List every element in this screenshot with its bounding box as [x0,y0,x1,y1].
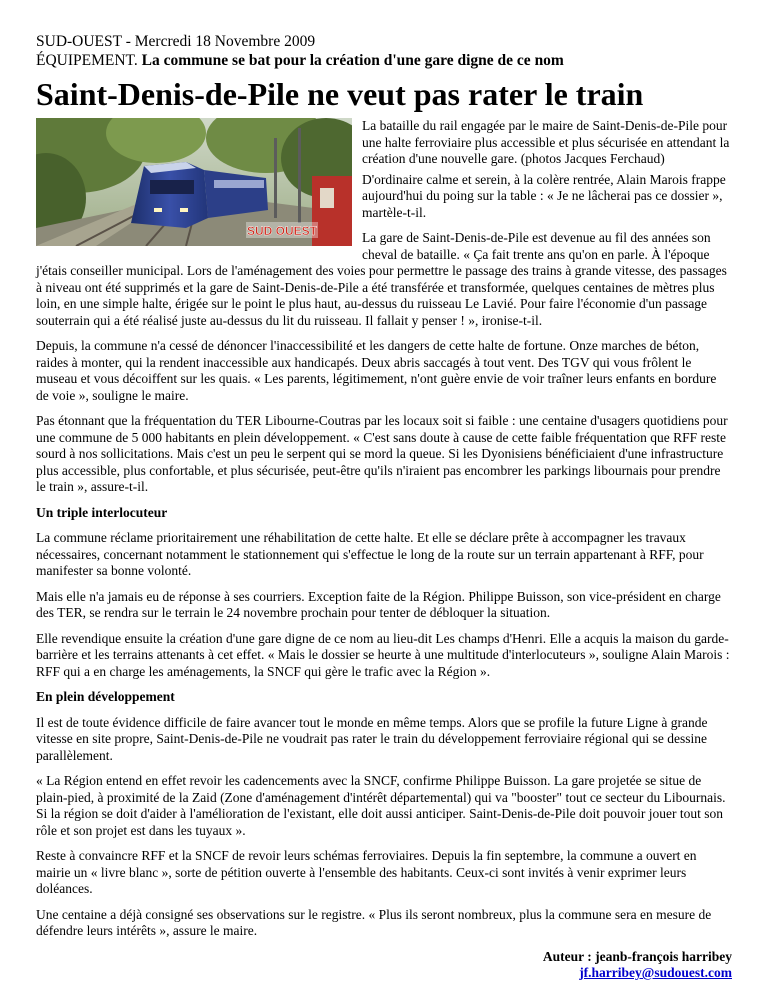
source-line: SUD-OUEST - Mercredi 18 Novembre 2009 [36,33,316,50]
paragraph: Depuis, la commune n'a cessé de dénoncer l'inaccessibilité et les dangers de cette halte de fortune. Onze marches de béton, raides à monter, qui la rendent inaccessible aux handicapés. Deux abris saccagés à tout vent. Des TGV qui vous frôlent le museau et vous décoiffent sur les quais. « Les parents, légitimement, n'ont guère envie de voir traîner leurs enfants en bordure de voie », souligne le maire. [36,338,717,403]
author-email-line [36,965,732,982]
paragraph: D'ordinaire calme et serein, à la colère rentrée, Alain Marois frappe aujourd'hui du poing sur la table : « Je ne lâcherai pas ce dossier », martèle-t-il. [362,171,726,220]
author-email-link[interactable]: jf.harribey@sudouest.com [579,965,732,980]
section-heading: En plein développement [36,689,175,704]
author-line: Auteur : jeanb-françois harribey [542,948,732,964]
paragraph: La gare de Saint-Denis-de-Pile est devenue au fil des années son cheval de bataille. « Ça fait trente ans qu'on en parle. À l'époque j'étais conseiller municipal. Lors de l'aménagement des voies pour permettre le passage des trains à grande vitesse, des passages à niveau ont été supprimés et la gare de Saint-Denis-de-Pile a été transférée et transformée, quelques centaines de mètres plus loin, en une simple halte, érigée sur le point le plus haut, au-dessus du ruisseau Le Lavié. Pour faire l'économie d'un passage souterrain qui a été réalisé juste au-dessus du lit du ruisseau. Il fallait y penser ! », ironise-t-il. [36,230,727,328]
paragraph: Reste à convaincre RFF et la SNCF de revoir leurs schémas ferroviaires. Depuis la fin septembre, la commune a ouvert en mairie un « livre blanc », sorte de pétition ouverte à l'ensemble des habitants. Ceux-ci sont invités à venir exprimer leurs doléances. [36,848,697,896]
paragraph: « La Région entend en effet revoir les cadencements avec la SNCF, confirme Philippe Buisson. La gare projetée se situe de plain-pied, à proximité de la Zaid (Zone d'aménagement d'intérêt départemental) qui va "booster" tout ce secteur du Libournais. Si la région se doit d'aider à l'amélioration de l'existant, elle doit aussi anticiper. Saint-Denis-de-Pile doit pouvoir jouer tout son rôle et son projet est dans les tuyaux ». [36,773,726,838]
photo-watermark: SUD OUEST [246,224,318,238]
paragraph: La commune réclame prioritairement une réhabilitation de cette halte. Et elle se déclare prête à accompagner les travaux nécessaires, concernant notamment le stationnement qui s'effectue le long de la route sur un terrain appartenant à RFF, pour manifester sa bonne volonté. [36,530,704,578]
paragraph: Une centaine a déjà consigné ses observations sur le registre. « Plus ils seront nombreux, plus la commune sera en mesure de défendre leurs intérêts », assure le maire. [36,906,712,938]
section-heading: Un triple interlocuteur [36,504,168,520]
paragraph: Mais elle n'a jamais eu de réponse à ses courriers. Exception faite de la Région. Philippe Buisson, son vice-président en charge des TER, se rendra sur le terrain le 24 novembre prochain pour tenter de débloquer la situation. [36,588,721,620]
article-title: Saint-Denis-de-Pile ne veut pas rater le train [36,76,644,112]
paragraph: Pas étonnant que la fréquentation du TER Libourne-Coutras par les locaux soit si faible : une centaine d'usagers quotidiens pour une commune de 5 000 habitants en plein développement. « C'est sans doute à cause de cette faible fréquentation que RFF reste sourd à nos sollicitations. Mais c'est un peu le serpent qui se mord la queue. Si les Dyonisiens bénéficiaient d'une infrastructure plus accessible, plus confortable, et plus sécurisée, peut-être qu'ils n'iraient pas encombrer les parkings libournais pour prendre le train », assure-t-il. [36,413,728,494]
subtitle: La commune se bat pour la création d'une gare digne de ce nom [141,52,564,69]
photo-caption: La bataille du rail engagée par le maire de Saint-Denis-de-Pile pour une halte ferroviaire plus accessible et plus sécurisée en attendant la création d'une nouvelle gare. (photos Jacques Ferchaud) [362,118,730,166]
train-photo [36,118,352,246]
paragraph: Elle revendique ensuite la création d'une gare digne de ce nom au lieu-dit Les champs d'Henri. Elle a acquis la maison du garde-barrière et les terrains attenants à cet effet. « Mais le dossier se heurte à une multitude d'interlocuteurs », souligne Alain Marois : RFF qui a en charge les aménagements, la SNCF qui gère le trafic avec la Région ». [36,630,730,679]
paragraph: Il est de toute évidence difficile de faire avancer tout le monde en même temps. Alors que se profile la future Ligne à grande vitesse en site propre, Saint-Denis-de-Pile ne voudrait pas rater le train du développement ferroviaire régional qui se dessine parallèlement. [36,714,708,763]
rubric-line [36,51,732,70]
rubric: ÉQUIPEMENT. [36,52,138,69]
